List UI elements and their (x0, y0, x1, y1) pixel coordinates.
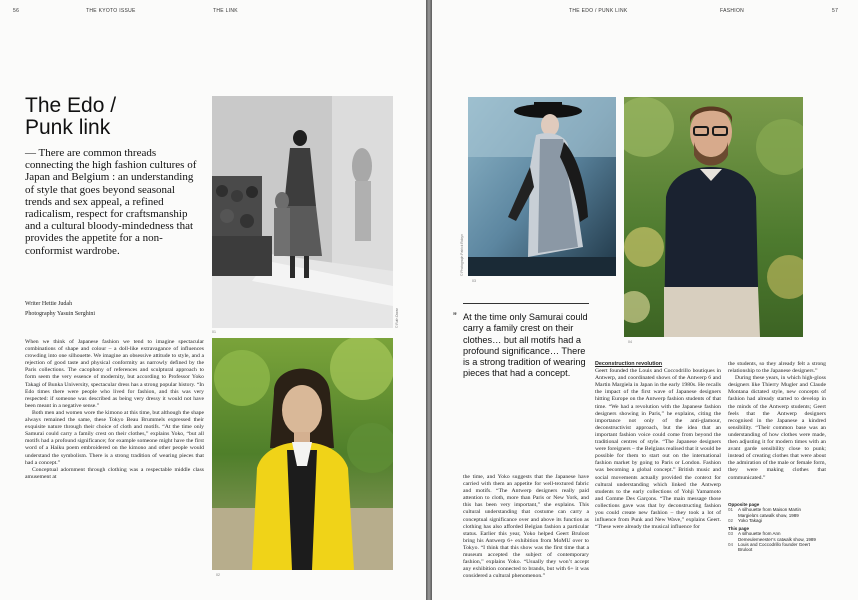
photo-credit-01: © Ruth Doran (395, 307, 399, 328)
caption-item (728, 518, 818, 523)
body-column-right-2 (595, 361, 721, 531)
caption-item (728, 531, 818, 542)
caption-number: 01 (728, 507, 734, 513)
left-page (0, 0, 426, 600)
body-paragraph: Conceptual adornment through clothing was a respectable middle class amusement at (25, 466, 204, 480)
page-number-left: 56 (13, 8, 20, 14)
caption-text: A silhouette from Ann Demeulemeester’s catwalk show, 1989 (738, 531, 816, 542)
body-paragraph: the students, so they already felt a strong relationship to the Japanese designers.” (728, 361, 826, 375)
section-label: THE LINK (213, 8, 238, 14)
portrait-yoko-graphic (212, 338, 393, 570)
runway-scene-graphic (212, 96, 393, 328)
photo-caption-01: 01 (212, 330, 216, 334)
title-line-2: Punk link (25, 116, 111, 139)
writer-credit: Writer Hettie Judah (25, 301, 73, 307)
body-column-right-3 (728, 361, 826, 482)
caption-text: A silhouette from Maison Martin Margiela’s catwalk show, 1989 (738, 507, 802, 518)
photo-caption-04: 04 (628, 340, 632, 344)
this-page-label: This page (728, 526, 750, 532)
section-label-right: THE EDO / PUNK LINK (569, 8, 628, 14)
caption-item (728, 507, 818, 518)
body-paragraph: the time, and Yoko suggests that the Japanese have carried with them an appetite for well-textured fabric and motifs. “The Antwerp designers really paid attention to cloth, more than Paris or New York, and this has been very important,” she explains. This cultural understanding that costume can carry a conceptual significance over and above its function as clothing has also afforded Belgian fashion a particular status. Earlier this year, Yoko helped Geert Bruloot bring his Antwerp 6+ exhibition from MoMU over to Tokyo. “I think that this show was the first time that a museum accepted the subject of contemporary fashion,” explains Yoko. “Usually they won’t accept any exhibition connected to brands, but with 6+ it was considered a cultural phenomenon.” (463, 474, 589, 580)
portrait-photo-geert (624, 97, 803, 337)
caption-number: 04 (728, 542, 734, 548)
catwalk-silhouette-photo (468, 97, 616, 276)
caption-number: 03 (728, 531, 734, 537)
portrait-photo-yoko (212, 338, 393, 570)
opposite-page-label: Opposite page (728, 502, 760, 507)
pull-quote-text: At the time only Samurai could carry a family crest on their clothes… but all motifs had a profound significance… There is a strong tradition of wearing pieces that had a concept. (463, 312, 588, 379)
caption-item (728, 542, 818, 553)
caption-text: Yoko Takagi (738, 517, 763, 523)
photo-caption-03: 03 (472, 279, 476, 283)
category-label: FASHION (720, 8, 745, 14)
page-number-right: 57 (832, 8, 839, 14)
pull-quote-rule (463, 303, 589, 304)
image-captions-list (728, 502, 818, 553)
article-lead: — There are common threads connecting the high fashion cultures of Japan and Belgium : an understanding of style that goes beyond seasonal trends and sex appeal, a refined radicalism, respect for craftsmanship and a cultural bloody-mindedness that provides the appetite for a non-conformist wardrobe. (25, 147, 197, 257)
photo-credit-03: © Photograph Patrick Robyn (460, 234, 464, 276)
title-line-1: The Edo / (25, 94, 117, 117)
body-column-left (25, 339, 204, 481)
issue-label: THE KYOTO ISSUE (86, 8, 136, 14)
portrait-geert-graphic (624, 97, 803, 337)
quote-mark-icon: ” (453, 311, 457, 323)
caption-text: Louis and Coccodrillo founder Geert Bruloot (738, 542, 811, 553)
photographer-credit: Photography Yasuin Serghini (25, 311, 96, 317)
catwalk-silhouette-graphic (468, 97, 616, 276)
photo-caption-02: 02 (216, 573, 220, 577)
body-paragraph: Both men and women wore the kimono at this time, but although the shape always remained the same, these Tokyo Beau Brummels expressed their exquisite nature through their choice of cloth and motifs. “At the time only Samurai could carry a family crest on their clothes,” explains Yoko, “but all motifs had a profound significance; for example someone might have the first word of a Haiku poem embroidered on the kimono and other people would understand the symbolism. There is a strong tradition of wearing pieces that had a concept.” (25, 409, 204, 466)
body-paragraph: Geert founded the Louis and Coccodrillo boutiques in Antwerp, and coordinated shows of the Antwerp 6 and Martin Margiela in Japan in the early 1980s. He recalls the impact of the first wave of Japanese designers hitting Europe on the Antwerp fashion students of that time. “We had a revolution with the Japanese fashion designers showing in Paris,” he explains, citing the importance not only of the anti-glamour, deconstructivist approach, but the idea that an important fashion voice could come from beyond the traditional centres of style. “The Japanese designers were foreigners – the Belgians realised that it would be possible for them to start out on the international fashion market by going to Paris or London. Fashion was becoming a global concept.” British music and social movements actually provided the context for cultural understanding which linked the Antwerp students to the early collections of Yohji Yamamoto and Comme Des Garçons. “The main message those collections gave was that by deconstructing fashion you could create new fashion – they took a lot of influence from Punk and New Wave,” explains Geert. “These were already the musical influence for (595, 368, 721, 531)
body-paragraph: During these years, in which high-gloss designers like Thierry Mugler and Claude Montana dictated style, new concepts of fashion had already started to develop in the minds of the Antwerp students; Geert feels that the Antwerp designers recognised in the Japanese a kindred sensibility. “Their common base was an understanding of how clothes were made, then adjusting it for modern times with an avant garde sensibility close to punk; instead of creating clothes that were about the admiration of the male or female form, they were making clothes that communicated.” (728, 375, 826, 481)
runway-photo (212, 96, 393, 328)
article-title (25, 95, 116, 139)
body-column-right-1 (463, 474, 589, 580)
body-paragraph: When we think of Japanese fashion we tend to imagine spectacular combinations of shape and colour – a doll-like extravagance of influences crowding into one silhouette. We imagine an obsessive attitude to style, and a rejection of good taste and physical conformity as narrowly defined by the Paris collections. The cacophony of references and sculptural approach to form seem the very essence of modernity, but according to Professor Yoko Takagi of Bunka University, spectacular dress has a strong popular history. “In Edo times there were people who lived for fashion, and this was very respected: if someone was described as being very dressy it would not have been meant in a negative sense.” (25, 339, 204, 409)
pull-quote (453, 311, 589, 380)
subheading: Deconstruction revolution (595, 361, 663, 367)
caption-number: 02 (728, 517, 734, 523)
